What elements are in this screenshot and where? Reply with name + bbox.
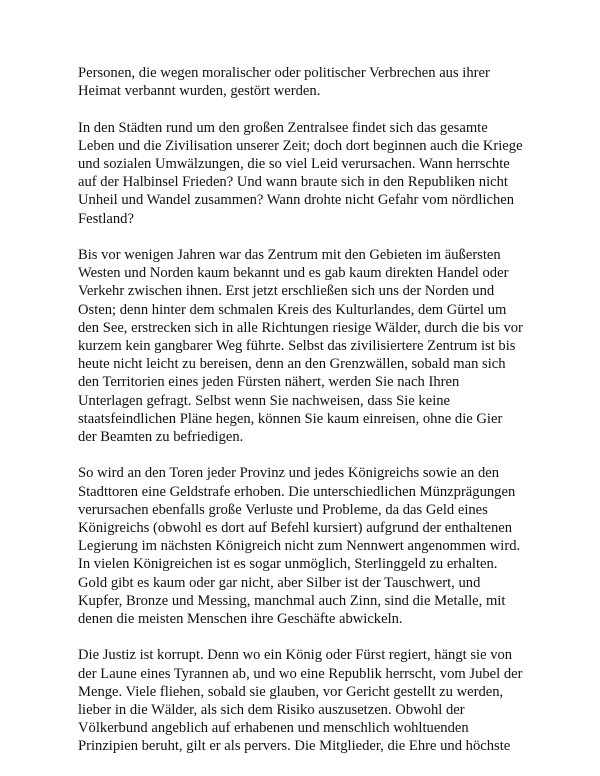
paragraph-5 xyxy=(78,646,536,755)
text-line: Unterlagen gefragt. Selbst wenn Sie nachweisen, dass Sie keine xyxy=(78,392,451,409)
text-line: Königreichs (obwohl es dort auf Befehl kursiert) aufgrund der enthaltenen xyxy=(78,520,513,537)
text-line: In vielen Königreichen ist es sogar unmöglich, Sterlinggeld zu erhalten. xyxy=(78,556,498,573)
paragraph-4 xyxy=(78,464,536,628)
text-line: den Territorien eines jeden Fürsten nähert, werden Sie nach Ihren xyxy=(78,374,460,391)
text-line: kurzem kein gangbarer Weg führte. Selbst das zivilisiertere Zentrum ist bis xyxy=(78,338,516,355)
text-line: Gold gibt es kaum oder gar nicht, aber Silber ist der Tauschwert, und xyxy=(78,574,481,591)
text-line: Leben und die Zivilisation unserer Zeit; doch dort beginnen auch die Kriege xyxy=(78,137,523,154)
text-line: Unheil und Wandel zusammen? Wann drohte nicht Gefahr vom nördlichen xyxy=(78,192,515,209)
paragraph-3 xyxy=(78,246,536,446)
text-line: verursachen ebenfalls große Verluste und Probleme, da das Geld eines xyxy=(78,501,488,518)
text-line: heute nicht leicht zu bereisen, denn an den Grenzwällen, sobald man sich xyxy=(78,356,506,373)
text-line: den See, erstrecken sich in alle Richtungen riesige Wälder, durch die bis vor xyxy=(78,319,523,336)
text-line: In den Städten rund um den großen Zentralsee findet sich das gesamte xyxy=(78,119,488,136)
text-line: Menge. Viele fliehen, sobald sie glauben, vor Gericht gestellt zu werden, xyxy=(78,683,504,700)
text-line: Prinzipien beruht, gilt er als pervers. Die Mitglieder, die Ehre und höchste xyxy=(78,738,511,755)
text-line: lieber in die Wälder, als sich dem Risiko auszusetzen. Obwohl der xyxy=(78,702,465,719)
document-page xyxy=(78,64,536,774)
text-line: auf der Halbinsel Frieden? Und wann braute sich in den Republiken nicht xyxy=(78,174,508,191)
text-line: Festland? xyxy=(78,210,134,227)
text-line: Legierung im nächsten Königreich nicht zum Nennwert angenommen wird. xyxy=(78,538,521,555)
paragraph-1 xyxy=(78,64,536,100)
text-line: Verkehr zwischen ihnen. Erst jetzt erschließen sich uns der Norden und xyxy=(78,283,495,300)
text-line: Die Justiz ist korrupt. Denn wo ein König oder Fürst regiert, hängt sie von xyxy=(78,647,513,664)
text-line: Völkerbund angeblich auf erhabenen und menschlich wohltuenden xyxy=(78,720,469,737)
text-line: Stadttoren eine Geldstrafe erhoben. Die unterschiedlichen Münzprägungen xyxy=(78,483,516,500)
text-line: der Beamten zu befriedigen. xyxy=(78,429,244,446)
text-line: Heimat verbannt wurden, gestört werden. xyxy=(78,83,321,100)
text-line: und sozialen Umwälzungen, die so viel Leid verursachen. Wann herrschte xyxy=(78,156,510,172)
text-line: staatsfeindlichen Pläne hegen, können Sie kaum einreisen, ohne die Gier xyxy=(78,410,503,427)
text-line: der Laune eines Tyrannen ab, und wo eine Republik herrscht, vom Jubel der xyxy=(78,665,523,682)
text-line: So wird an den Toren jeder Provinz und jedes Königreichs sowie an den xyxy=(78,465,500,482)
text-line: Osten; denn hinter dem schmalen Kreis des Kulturlandes, dem Gürtel um xyxy=(78,301,507,318)
text-line: Kupfer, Bronze und Messing, manchmal auch Zinn, sind die Metalle, mit xyxy=(78,592,506,609)
text-line: Westen und Norden kaum bekannt und es gab kaum direkten Handel oder xyxy=(78,265,509,282)
text-line: denen die meisten Menschen ihre Geschäfte abwickeln. xyxy=(78,611,403,628)
text-line: Bis vor wenigen Jahren war das Zentrum mit den Gebieten im äußersten xyxy=(78,247,501,263)
paragraph-2 xyxy=(78,119,536,228)
text-line: Personen, die wegen moralischer oder politischer Verbrechen aus ihrer xyxy=(78,65,490,81)
